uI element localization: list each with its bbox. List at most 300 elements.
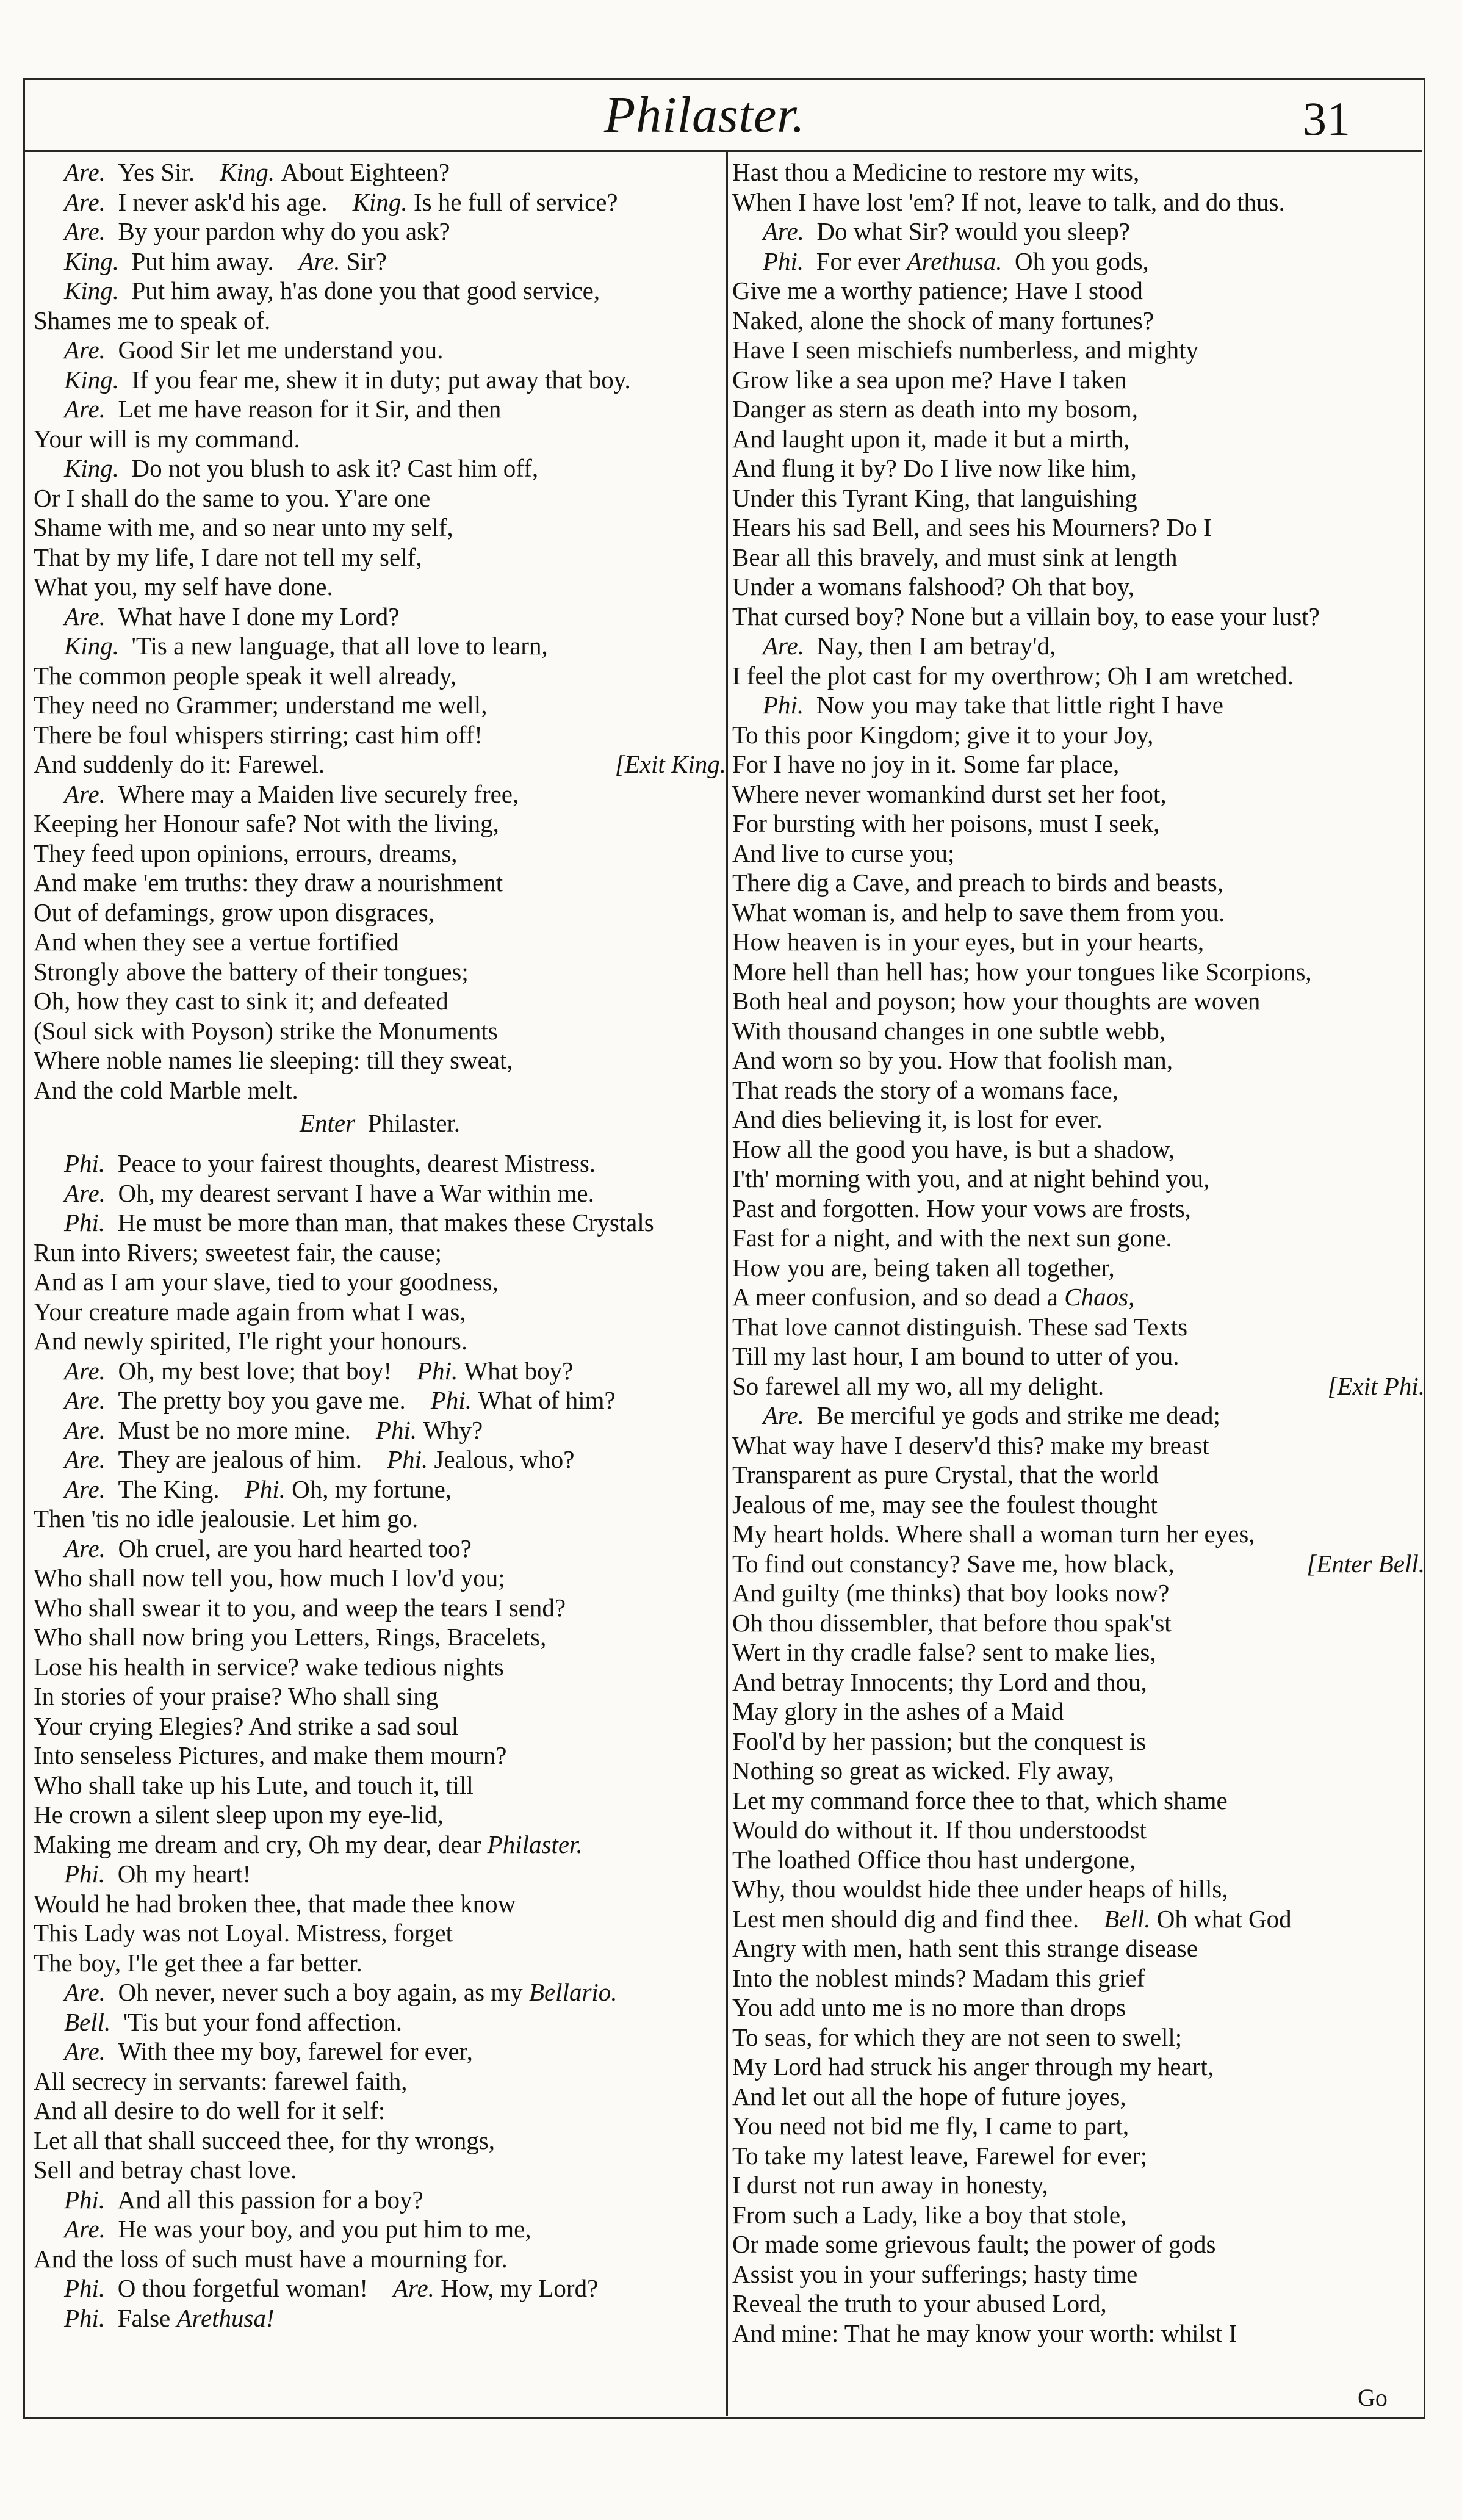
line-text: I feel the plot cast for my overthrow; Oh I am wretched. [732,661,1294,690]
line-text: Transparent as pure Crystal, that the world [732,1460,1159,1489]
line-text: To find out constancy? Save me, how black, [732,1549,1175,1578]
text-line [732,898,1425,928]
text-line [34,2007,726,2037]
text-line [34,453,726,483]
text-line [34,779,726,809]
line-text: Shames me to speak of. [34,306,271,334]
line-text: Oh thou dissembler, that before thou spak'st [732,1608,1172,1637]
line-text: Do not you blush to ask it? Cast him off, [131,454,539,482]
line-text: My heart holds. Where shall a woman turn her eyes, [732,1520,1255,1548]
text-line [34,1652,726,1682]
line-text: About Eighteen? [281,158,450,186]
speaker-label: Are. [763,217,804,245]
line-text: Oh, how they cast to sink it; and defeated [34,987,448,1015]
text-line [34,1681,726,1711]
text-line [34,2155,726,2185]
text-line [732,1874,1425,1904]
line-text: If you fear me, shew it in duty; put away that boy. [131,365,631,394]
text-line [34,1711,726,1741]
line-text: He crown a silent sleep upon my eye-lid, [34,1800,444,1829]
text-line [34,217,726,247]
text-line [732,1756,1425,1786]
text-line [732,2170,1425,2200]
line-text: You need not bid me fly, I came to part, [732,2112,1129,2140]
text-line [34,2096,726,2126]
line-text: O thou forgetful woman! [117,2274,368,2302]
line-text: Into the noblest minds? Madam this grief [732,1963,1145,1992]
page-number: 31 [1303,92,1350,145]
speaker-label: Phi. [417,1356,458,1385]
text-line [732,483,1425,513]
text-line [34,1977,726,2007]
line-text: I durst not run away in honesty, [732,2171,1048,2199]
text-line [732,306,1425,336]
text-line [34,2303,726,2333]
stage-direction: [Exit King. [614,750,726,778]
line-text: How heaven is in your eyes, but in your hearts, [732,928,1205,956]
line-text: Jealous of me, may see the foulest thought [732,1490,1158,1518]
text-line [34,424,726,454]
text-line [732,927,1425,957]
speaker-label: Are. [298,247,340,275]
text-line [732,247,1425,276]
line-text: Give me a worthy patience; Have I stood [732,276,1143,305]
speaker-label: Are. [64,1978,106,2006]
text-line [34,1918,726,1948]
text-line [34,2244,726,2274]
text-line [34,306,726,336]
line-text: Into senseless Pictures, and make them mourn? [34,1741,507,1769]
text-line [732,1253,1425,1283]
line-text: Oh never, never such a boy again, as my [118,1978,523,2006]
line-text: (Soul sick with Poyson) strike the Monuments [34,1016,498,1045]
text-line [732,1194,1425,1224]
text-line [732,187,1425,217]
text-line [732,1608,1425,1638]
text-line [34,1534,726,1564]
line-text: For ever [816,247,901,275]
line-text: To take my latest leave, Farewel for ever; [732,2141,1148,2170]
line-text: Oh, my best love; that boy! [118,1356,392,1385]
line-text: Out of defamings, grow upon disgraces, [34,898,435,926]
text-line [732,424,1425,454]
speaker-label: Are. [64,1534,106,1562]
line-text: Hears his sad Bell, and sees his Mourners? Do I [732,513,1212,541]
speaker-label: Are. [393,2274,434,2302]
speaker-label: Phi. [763,691,804,719]
line-text: To this poor Kingdom; give it to your Joy, [732,720,1154,749]
stage-direction: [Enter Bell. [1306,1549,1425,1578]
speaker-label: Phi. [763,247,804,275]
line-text: That cursed boy? None but a villain boy, to ease your lust? [732,602,1320,630]
line-text: They need no Grammer; understand me well, [34,691,488,719]
line-text: What boy? [464,1356,574,1385]
text-line [34,1622,726,1652]
italic-name: Bellario. [528,1978,618,2006]
text-line [34,602,726,632]
line-text: Nay, then I am betray'd, [816,632,1056,660]
line-text: Strongly above the battery of their tongues; [34,957,469,986]
line-text: False [117,2303,171,2332]
line-text: And when they see a vertue fortified [34,928,399,956]
text-line [34,335,726,365]
text-line [34,1800,726,1830]
line-text: With thousand changes in one subtle webb, [732,1016,1166,1045]
text-line [732,1519,1425,1549]
text-line [732,602,1425,632]
text-line [34,898,726,928]
text-line [34,1741,726,1771]
text-line [732,1904,1425,1934]
text-line [34,1385,726,1415]
text-line [732,1164,1425,1194]
line-text: Oh, my dearest servant I have a War within me. [118,1179,594,1207]
line-text: Who shall swear it to you, and weep the tears I send? [34,1593,566,1622]
line-text: And all desire to do well for it self: [34,2096,386,2125]
line-text: Who shall now bring you Letters, Rings, Bracelets, [34,1623,547,1651]
line-text: Your creature made again from what I was, [34,1297,466,1326]
speaker-label: Phi. [64,2274,106,2302]
line-text: Jealous, who? [434,1445,575,1473]
line-text: Who shall now tell you, how much I lov'd you; [34,1564,505,1592]
line-text: And guilty (me thinks) that boy looks now? [732,1579,1170,1607]
line-text: Oh, my fortune, [292,1475,452,1503]
line-text: Fast for a night, and with the next sun gone. [732,1224,1172,1252]
text-line [732,661,1425,691]
line-text: Grow like a sea upon me? Have I taken [732,365,1127,394]
text-line [732,957,1425,987]
line-text: Now you may take that little right I have [816,691,1223,719]
line-text: Oh what God [1156,1904,1292,1933]
text-line [34,1356,726,1386]
speaker-label: Phi. [430,1386,472,1414]
text-line [732,868,1425,898]
line-text: And suddenly do it: Farewel. [34,750,325,778]
text-line [34,157,726,187]
speaker-label: Are. [763,632,804,660]
stage-direction: [Exit Phi. [1327,1371,1425,1400]
text-line [732,1549,1425,1579]
line-text: I'th' morning with you, and at night behind you, [732,1164,1210,1193]
speaker-label: Phi. [64,1208,106,1237]
text-line [732,1697,1425,1727]
text-line [732,1016,1425,1046]
text-line [732,1815,1425,1845]
line-text: Till my last hour, I am bound to utter of you. [732,1342,1179,1370]
text-line [34,1475,726,1504]
line-text: I never ask'd his age. [118,187,328,216]
text-line [732,749,1425,779]
header-rule [23,150,1422,152]
italic-name: Arethusa! [176,2303,275,2332]
text-line [732,2023,1425,2052]
text-line [34,483,726,513]
text-line [34,839,726,868]
text-line [732,809,1425,839]
text-line [732,986,1425,1016]
line-text: That love cannot distinguish. These sad Texts [732,1312,1188,1341]
text-line [732,1963,1425,1993]
speaker-label: Phi. [375,1415,417,1444]
line-text: They are jealous of him. [118,1445,362,1473]
speaker-label: Are. [64,158,106,186]
line-text: And as I am your slave, tied to your goodness, [34,1268,499,1296]
line-text: Why? [423,1415,483,1444]
speaker-label: King. [64,365,119,394]
text-line [34,1593,726,1623]
text-line [34,720,726,750]
speaker-label: Are. [64,1475,106,1503]
stage-direction [34,1105,726,1149]
text-line [34,1179,726,1208]
text-line [34,1149,726,1179]
line-text: And the loss of such must have a mourning for. [34,2244,508,2273]
text-line [34,868,726,898]
speaker-label: Are. [64,1386,106,1414]
speaker-label: King. [352,187,408,216]
line-text: More hell than hell has; how your tongues like Scorpions, [732,957,1312,986]
text-line [732,2111,1425,2141]
text-line [732,453,1425,483]
line-text: There dig a Cave, and preach to birds and beasts, [732,868,1223,897]
text-line [732,2141,1425,2171]
text-line [732,1933,1425,1963]
text-line [732,2082,1425,2112]
line-text: Both heal and poyson; how your thoughts are woven [732,987,1261,1015]
text-line [34,365,726,395]
text-line [732,1401,1425,1431]
text-line [732,1490,1425,1520]
speaker-label: Are. [64,1179,106,1207]
text-line [732,1727,1425,1756]
text-line [732,1578,1425,1608]
line-text: And the cold Marble melt. [34,1075,298,1104]
text-line [34,957,726,987]
line-text: Be merciful ye gods and strike me dead; [816,1401,1220,1429]
line-text: Who shall take up his Lute, and touch it, till [34,1771,474,1799]
italic-name: Philaster. [487,1830,583,1858]
line-text: Put him away. [131,247,274,275]
text-line [34,1075,726,1105]
line-text: How all the good you have, is but a shadow, [732,1135,1175,1163]
text-line [34,1504,726,1534]
text-line [732,157,1425,187]
line-text: The boy, I'le get thee a far better. [34,1948,362,1977]
line-text: Is he full of service? [413,187,618,216]
line-text: A meer confusion, and so dead a [732,1283,1058,1311]
line-text: This Lady was not Loyal. Mistress, forget [34,1919,453,1947]
speaker-label: Bell. [1104,1904,1151,1933]
text-line [34,1208,726,1238]
line-text: Shame with me, and so near unto my self, [34,513,453,541]
text-line [34,1267,726,1297]
line-text: Yes Sir. [118,158,195,186]
line-text: May glory in the ashes of a Maid [732,1697,1064,1725]
speaker-label: Are. [64,2037,106,2065]
line-text: For I have no joy in it. Some far place, [732,750,1120,778]
text-line [34,276,726,306]
text-line [732,335,1425,365]
text-line [732,276,1425,306]
line-text: And flung it by? Do I live now like him, [732,454,1137,482]
catchword: Go [1358,2384,1388,2411]
text-line [34,809,726,839]
speaker-label: King. [64,454,119,482]
text-line [34,2214,726,2244]
line-text: What you, my self have done. [34,572,333,601]
line-text: They feed upon opinions, errours, dreams, [34,839,458,867]
text-line [732,2259,1425,2289]
text-line [732,1223,1425,1253]
line-text: The common people speak it well already, [34,661,456,690]
speaker-label: Phi. [64,2303,106,2332]
text-line [732,779,1425,809]
line-text: When I have lost 'em? If not, leave to talk, and do thus. [732,187,1285,216]
line-text: What of him? [478,1386,616,1414]
line-text: Where never womankind durst set her foot, [732,779,1167,808]
text-line [732,1135,1425,1164]
line-text: Under this Tyrant King, that languishing [732,483,1137,512]
text-line [34,631,726,661]
line-text: 'Tis but your fond affection. [123,2007,403,2036]
line-text: Bear all this bravely, and must sink at length [732,543,1178,571]
text-line [732,1993,1425,2023]
line-text: Sir? [346,247,387,275]
text-line [732,2289,1425,2319]
text-line [732,1312,1425,1342]
text-line [732,572,1425,602]
line-text: Oh you gods, [1014,247,1149,275]
line-text: What woman is, and help to save them from you. [732,898,1225,926]
text-line [34,1859,726,1889]
line-text: What have I done my Lord? [118,602,400,630]
speaker-label: King. [64,247,119,275]
italic-name: Chaos, [1064,1283,1135,1311]
line-text: Lest men should dig and find thee. [732,1904,1079,1933]
line-text: 'Tis a new language, that all love to learn, [131,632,548,660]
text-line [34,2185,726,2215]
text-line [34,247,726,276]
line-text: Good Sir let me understand you. [118,336,444,364]
speaker-label: Are. [64,602,106,630]
line-text: Would do without it. If thou understoodst [732,1816,1147,1844]
line-text: Do what Sir? would you sleep? [816,217,1130,245]
line-text: By your pardon why do you ask? [118,217,450,245]
line-text: Your will is my command. [34,424,300,453]
line-text: For bursting with her poisons, must I seek, [732,809,1160,837]
text-line [732,365,1425,395]
speaker-label: Bell. [64,2007,111,2036]
line-text: And live to curse you; [732,839,955,867]
speaker-label: Phi. [244,1475,286,1503]
line-text: Under a womans falshood? Oh that boy, [732,572,1134,601]
text-line [732,1845,1425,1875]
line-text: Where noble names lie sleeping: till they sweat, [34,1046,513,1074]
line-text: Or I shall do the same to you. Y'are one [34,483,431,512]
line-text: Let my command force thee to that, which shame [732,1786,1228,1814]
line-text: Making me dream and cry, Oh my dear, dear [34,1830,481,1858]
speaker-label: Are. [64,187,106,216]
text-line [34,927,726,957]
text-line [34,1016,726,1046]
line-text: And betray Innocents; thy Lord and thou, [732,1667,1147,1696]
speaker-label: Phi. [64,2185,106,2214]
line-text: With thee my boy, farewel for ever, [118,2037,473,2065]
text-line [34,2067,726,2096]
text-line [732,217,1425,247]
text-line [34,1771,726,1800]
line-text: So farewel all my wo, all my delight. [732,1371,1104,1400]
speaker-label: Are. [64,1356,106,1385]
text-line [732,1341,1425,1371]
line-text: Danger as stern as death into my bosom, [732,395,1138,423]
line-text: Run into Rivers; sweetest fair, the cause; [34,1238,442,1266]
text-line [732,1045,1425,1075]
text-line [34,572,726,602]
text-line [732,631,1425,661]
column-divider [726,151,728,2416]
line-text: The pretty boy you gave me. [118,1386,406,1414]
line-text: That reads the story of a womans face, [732,1075,1118,1104]
text-line [34,1948,726,1978]
line-text: He must be more than man, that makes these Crystals [117,1208,654,1237]
line-text: And let out all the hope of future joyes, [732,2082,1126,2110]
line-text: Assist you in your sufferings; hasty time [732,2259,1138,2288]
line-text: In stories of your praise? Who shall sing [34,1682,439,1710]
text-line [732,1075,1425,1105]
text-line [34,661,726,691]
line-text: And mine: That he may know your worth: whilst I [732,2319,1237,2347]
line-text: What way have I deserv'd this? make my breast [732,1431,1209,1459]
line-text: Philaster. [367,1109,461,1137]
line-text: Keeping her Honour safe? Not with the living, [34,809,499,837]
speaker-label: Are. [64,1415,106,1444]
line-text: And worn so by you. How that foolish man, [732,1046,1173,1074]
line-text: All secrecy in servants: farewel faith, [34,2067,408,2095]
text-line [34,2037,726,2067]
line-text: Fool'd by her passion; but the conquest is [732,1727,1147,1755]
line-text: And all this passion for a boy? [117,2185,423,2214]
line-text: Lose his health in service? wake tedious nights [34,1652,504,1681]
line-text: Let me have reason for it Sir, and then [118,395,502,423]
line-text: Hast thou a Medicine to restore my wits, [732,158,1140,186]
text-line [732,1105,1425,1135]
line-text: Angry with men, hath sent this strange disease [732,1934,1198,1962]
text-line [732,2229,1425,2259]
text-line [732,543,1425,572]
speaker-label: King. [64,632,119,660]
text-line [34,543,726,572]
line-text: And laught upon it, made it but a mirth, [732,424,1130,453]
line-text: Your crying Elegies? And strike a sad soul [34,1711,459,1740]
line-text: Have I seen mischiefs numberless, and mighty [732,336,1199,364]
line-text: Wert in thy cradle false? sent to make lies, [732,1638,1156,1666]
speaker-label: Are. [64,779,106,808]
line-text: He was your boy, and you put him to me, [118,2215,531,2243]
text-line [732,720,1425,750]
running-title: Philaster. [604,87,805,143]
line-text: My Lord had struck his anger through my heart, [732,2052,1214,2081]
speaker-label: Are. [763,1401,804,1429]
text-line [732,1431,1425,1460]
line-text: Nothing so great as wicked. Fly away, [732,1756,1114,1785]
text-line [34,1238,726,1268]
text-line [732,690,1425,720]
line-text: Past and forgotten. How your vows are frosts, [732,1194,1191,1222]
text-line [732,394,1425,424]
text-line [732,2200,1425,2230]
line-text: The loathed Office thou hast undergone, [732,1845,1136,1874]
